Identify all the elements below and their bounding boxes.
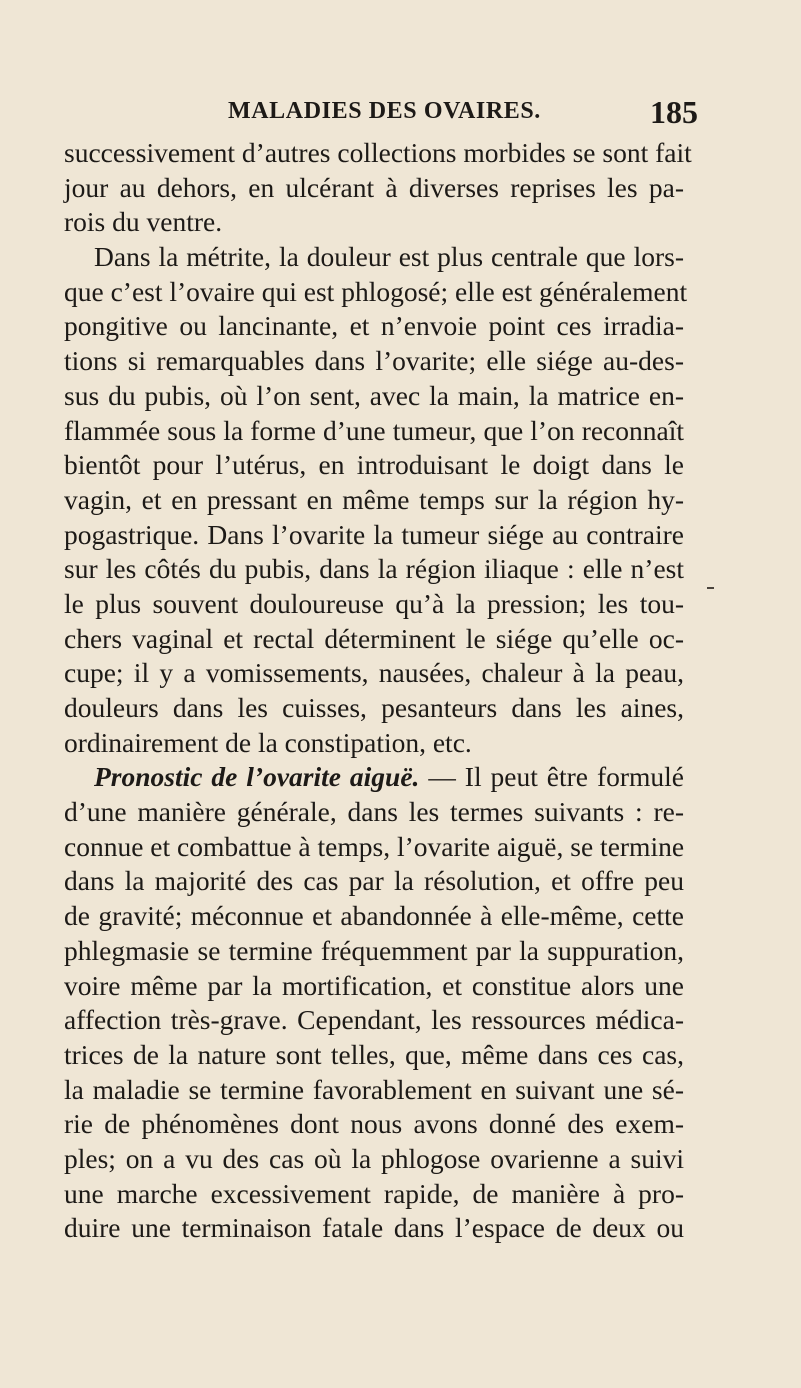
text-line: pongitive ou lancinante, et n’envoie point ces irradia- bbox=[64, 310, 684, 342]
text-line: d’une manière générale, dans les termes suivants : re- bbox=[64, 796, 684, 828]
text-line: douleurs dans les cuisses, pesanteurs dans les aines, bbox=[64, 692, 684, 723]
margin-mark bbox=[707, 587, 714, 589]
text-line: voire même par la mortification, et constitue alors une bbox=[64, 969, 684, 1001]
paragraph-start-line: Dans la métrite, la douleur est plus centrale que lors- bbox=[94, 241, 684, 273]
body-text bbox=[64, 136, 692, 1246]
text-line: dans la majorité des cas par la résolution, et offre peu bbox=[64, 865, 684, 897]
text-line: une marche excessivement rapide, de manière à pro- bbox=[64, 1177, 684, 1209]
text-line: tions si remarquables dans l’ovarite; elle siége au-des- bbox=[64, 345, 684, 377]
text-line: que c’est l’ovaire qui est phlogosé; elle est généralement bbox=[64, 275, 688, 307]
text-line: rie de phénomènes dont nous avons donné des exem- bbox=[64, 1108, 684, 1140]
text-line: rois du ventre. bbox=[64, 206, 223, 238]
section-heading: Pronostic de l’ovarite aiguë. bbox=[94, 761, 420, 793]
text-line: cupe; il y a vomissements, nausées, chaleur à la peau, bbox=[64, 657, 684, 689]
text-line: affection très-grave. Cependant, les ressources médica- bbox=[64, 1004, 684, 1036]
section-first-line-rest: — Il peut être formulé bbox=[419, 761, 684, 793]
text-line: duire une terminaison fatale dans l’espace de deux ou bbox=[64, 1212, 684, 1244]
text-line: flammée sous la forme d’une tumeur, que l’on reconnaît bbox=[64, 414, 684, 446]
text-line: la maladie se termine favorablement en suivant une sé- bbox=[64, 1073, 684, 1105]
text-line: pogastrique. Dans l’ovarite la tumeur siége au contraire bbox=[64, 518, 684, 550]
text-line: successivement d’autres collections morbides se sont fait bbox=[64, 137, 692, 168]
running-title: MALADIES DES OVAIRES. bbox=[228, 98, 541, 124]
text-line: de gravité; méconnue et abandonnée à elle-même, cette bbox=[64, 900, 684, 932]
text-line: jour au dehors, en ulcérant à diverses reprises les pa- bbox=[64, 171, 684, 203]
text-line: chers vaginal et rectal déterminent le siége qu’elle oc- bbox=[64, 622, 684, 654]
section-first-line bbox=[64, 760, 684, 795]
text-line: le plus souvent douloureuse qu’à la pression; les tou- bbox=[64, 587, 684, 619]
text-line: sus du pubis, où l’on sent, avec la main, la matrice en- bbox=[64, 379, 684, 411]
text-line: ordinairement de la constipation, etc. bbox=[64, 726, 472, 758]
page-header bbox=[228, 94, 698, 138]
text-line: vagin, et en pressant en même temps sur la région hy- bbox=[64, 483, 684, 515]
text-line: bientôt pour l’utérus, en introduisant le doigt dans le bbox=[64, 449, 684, 481]
text-line: phlegmasie se termine fréquemment par la suppuration, bbox=[64, 934, 684, 966]
page-number: 185 bbox=[650, 94, 698, 130]
text-line: ples; on a vu des cas où la phlogose ovarienne a suivi bbox=[64, 1142, 684, 1174]
text-line: trices de la nature sont telles, que, même dans ces cas, bbox=[64, 1038, 684, 1070]
text-line: connue et combattue à temps, l’ovarite aiguë, se termine bbox=[64, 830, 685, 862]
text-line: sur les côtés du pubis, dans la région iliaque : elle n’est bbox=[64, 553, 684, 585]
